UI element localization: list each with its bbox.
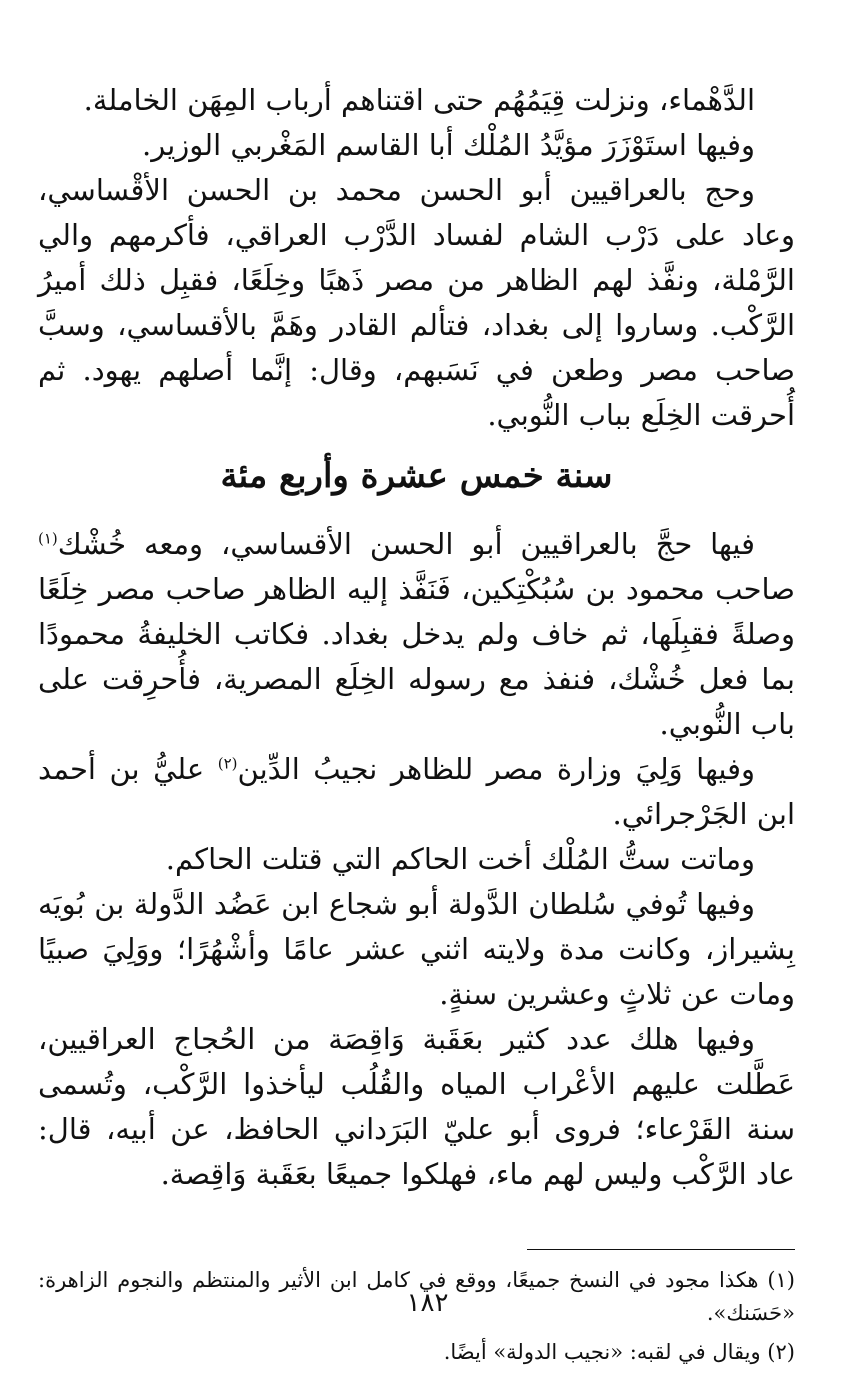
page-number: ١٨٢ [406, 1288, 449, 1318]
paragraph [38, 747, 795, 837]
section-heading: سنة خمس عشرة وأربع مئة [220, 456, 613, 496]
paragraph: وفيها هلك عدد كثير بعَقَبة وَاقِصَة من الحُجاج العراقيين، عَطَّلت عليهم الأعْراب المياه والقُلُب ليأخذوا الرَّكْب، وتُسمى سنة القَرْعاء؛ فروى أبو عليّ البَرَداني الحافظ، عن أبيه، قال: عاد الرَّكْب وليس لهم ماء، فهلكوا جميعًا بعَقَبة وَاقِصة. [38, 1022, 795, 1191]
paragraph-text: عليُّ بن أحمد ابن الجَرْجرائي. [38, 752, 795, 831]
footnote-ref: (٢) [217, 754, 238, 773]
footnote: (٢) ويقال في لقبه: «نجيب الدولة» أيضًا. [443, 1340, 795, 1364]
paragraph-text: فيها حجَّ بالعراقيين أبو الحسن الأقساسي، ومعه خُشْك [57, 527, 755, 561]
footnote-separator [527, 1249, 795, 1250]
footnote-ref: (١) [38, 529, 58, 548]
paragraph-text: صاحب محمود بن سُبُكْتِكين، فَنَفَّذ إليه الظاهر صاحب مصر خِلَعًا وصلةً فقبِلَها، ثم خاف ولم يدخل بغداد. فكاتب الخليفةُ محمودًا بما فعل خُشْك، فنفذ مع رسوله الخِلَع المصرية، فأُحرِقت على باب النُّوبي. [38, 572, 795, 741]
paragraph-text: وفيها وَلِيَ وزارة مصر للظاهر نجيبُ الدِّين [237, 752, 755, 786]
paragraph: وماتت ستُّ المُلْك أخت الحاكم التي قتلت الحاكم. [165, 842, 755, 876]
paragraph: وفيها استَوْزَرَ مؤيَّدُ المُلْك أبا القاسم المَغْربي الوزير. [142, 128, 755, 162]
paragraph: وحج بالعراقيين أبو الحسن محمد بن الحسن الأقْساسي، وعاد على دَرْب الشام لفساد الدَّرْب العراقي، فأكرمهم والي الرَّمْلة، ونفَّذ لهم الظاهر من مصر ذَهبًا وخِلَعًا، فقبِل ذلك أميرُ الرَّكْب. وساروا إلى بغداد، فتألم القادر وهَمَّ بالأقساسي، وسبَّ صاحب مصر وطعن في نَسَبهم، وقال: إنَّما أصلهم يهود. ثم أُحرقت الخِلَع بباب النُّوبي. [38, 173, 795, 432]
footnote: (١) هكذا مجود في النسخ جميعًا، ووقع في كامل ابن الأثير والمنتظم والنجوم الزاهرة: «حَسَنك». [38, 1268, 795, 1325]
paragraph [38, 522, 795, 747]
paragraph: الدَّهْماء، ونزلت قِيَمُهُم حتى اقتناهم أرباب المِهَن الخاملة. [83, 83, 755, 117]
paragraph: وفيها تُوفي سُلطان الدَّولة أبو شجاع ابن عَضُد الدَّولة بن بُويَه بِشيراز، وكانت مدة ولايته اثني عشر عامًا وأشْهُرًا؛ ووَلِيَ صبيًا ومات عن ثلاثٍ وعشرين سنةٍ. [38, 887, 795, 1011]
